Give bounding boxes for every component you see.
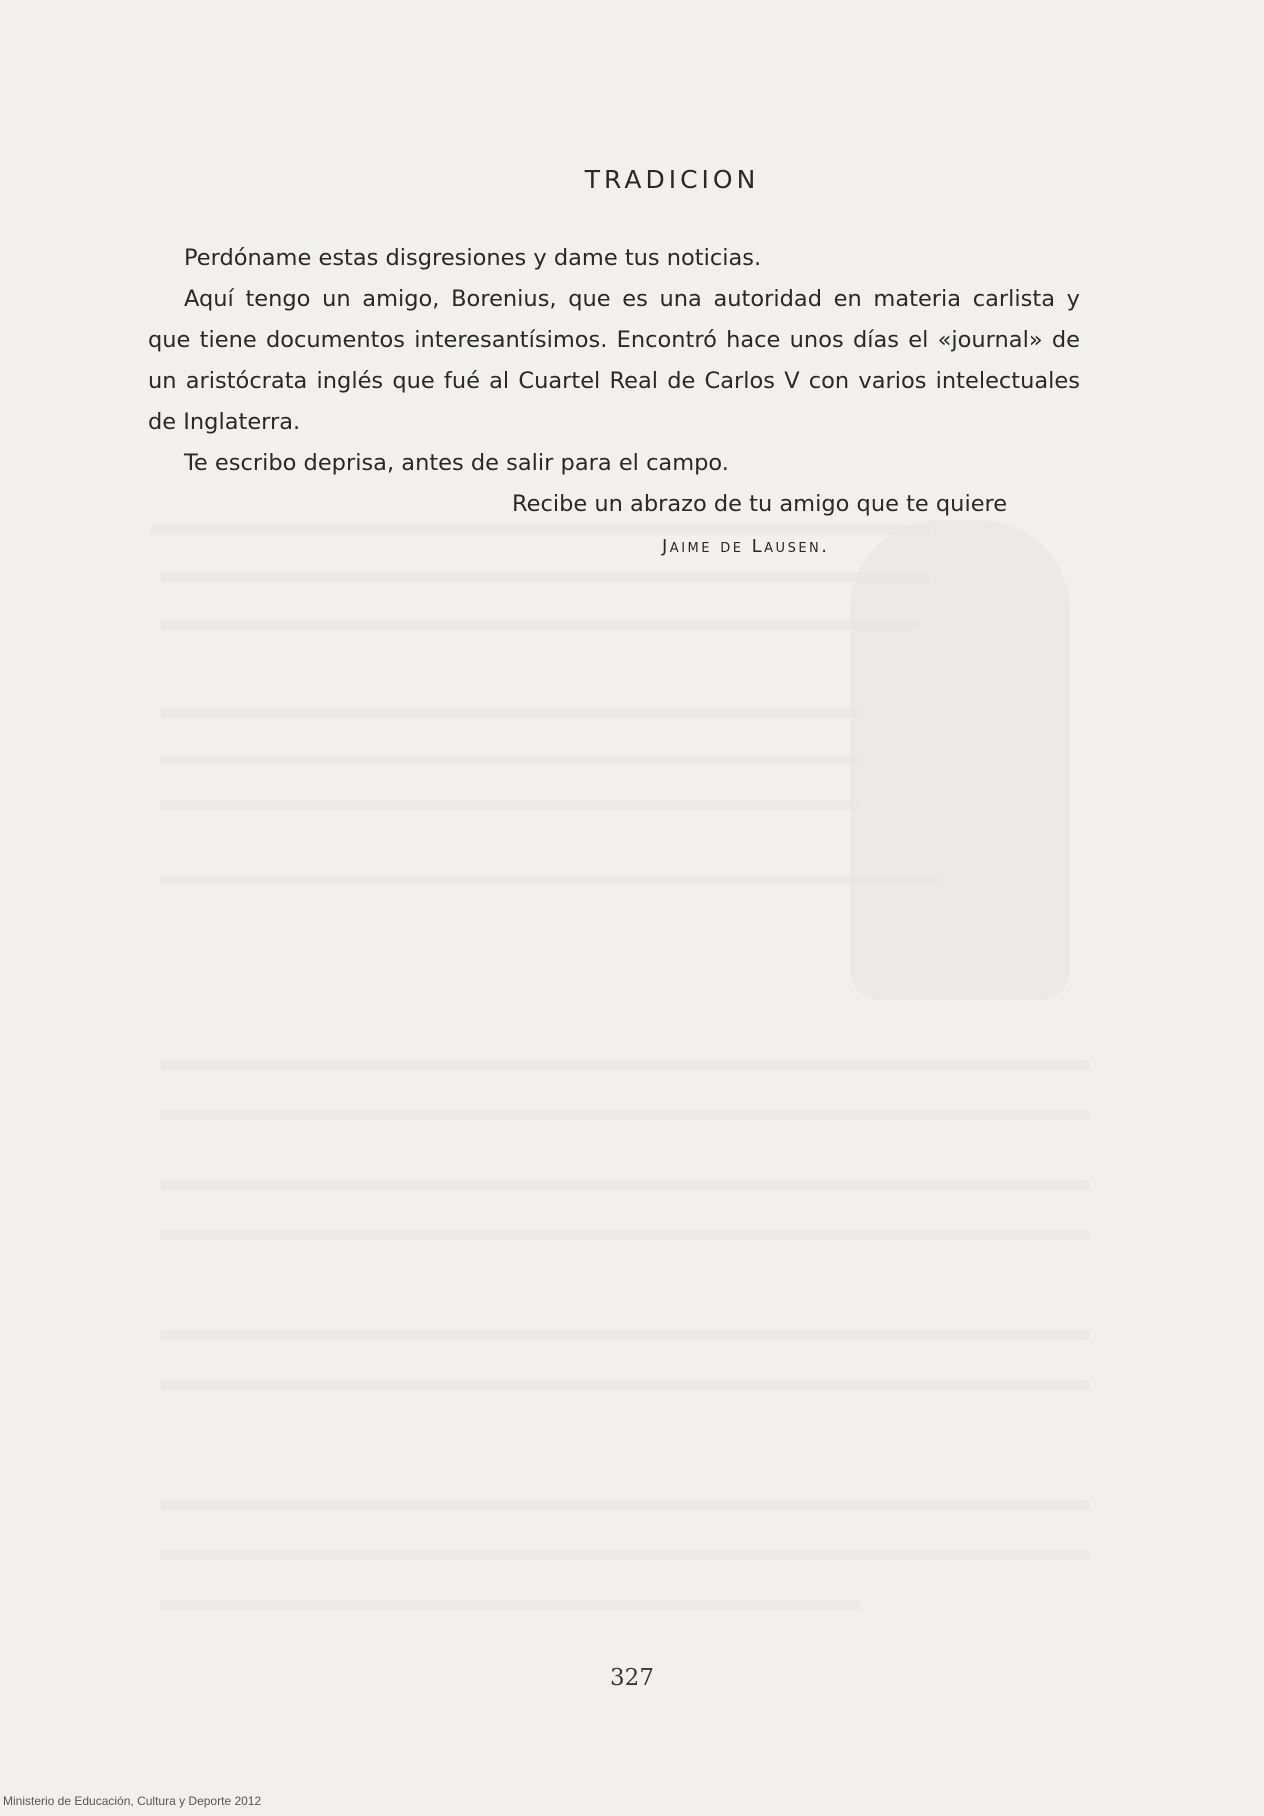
letter-closing: Recibe un abrazo de tu amigo que te quiere bbox=[512, 491, 1008, 517]
running-header: TRADICION bbox=[584, 165, 760, 194]
text-line: Aquí tengo un amigo, Borenius, que es una autoridad en materia carlista y bbox=[184, 286, 1080, 312]
bleed-through-figure bbox=[850, 520, 1070, 1000]
letter-signature: Jaime de Lausen. bbox=[662, 536, 830, 557]
bleed-through-line bbox=[150, 525, 930, 535]
bleed-through-line bbox=[160, 1330, 1090, 1340]
paragraph bbox=[148, 443, 1080, 484]
page-number bbox=[0, 1665, 1264, 1691]
bleed-through-line bbox=[160, 1600, 860, 1610]
text-line: Te escribo deprisa, antes de salir para el campo. bbox=[184, 450, 729, 476]
bleed-through-line bbox=[160, 1060, 1090, 1070]
bleed-through-line bbox=[160, 755, 860, 765]
bleed-through-line bbox=[160, 572, 930, 582]
footer-credit: Ministerio de Educación, Cultura y Deporte 2012 bbox=[3, 1794, 262, 1808]
text-line: un aristócrata inglés que fué al Cuartel Real de Carlos V con varios intelectuales bbox=[148, 368, 1080, 394]
bleed-through-line bbox=[160, 875, 940, 885]
bleed-through-line bbox=[160, 1550, 1090, 1560]
text-line: que tiene documentos interesantísimos. Encontró hace unos días el «journal» de bbox=[148, 327, 1080, 353]
letter-body bbox=[148, 238, 1080, 484]
bleed-through-line bbox=[160, 1230, 1090, 1240]
bleed-through-line bbox=[160, 1500, 1090, 1510]
bleed-through-line bbox=[160, 1180, 1090, 1190]
bleed-through-line bbox=[160, 800, 860, 810]
bleed-through-line bbox=[160, 1110, 1090, 1120]
text-line: de Inglaterra. bbox=[148, 409, 301, 435]
paragraph bbox=[148, 238, 1080, 279]
bleed-through-line bbox=[160, 1380, 1090, 1390]
paragraph bbox=[148, 279, 1080, 443]
page-number-text: 327 bbox=[610, 1665, 654, 1691]
text-line: Perdóname estas disgresiones y dame tus noticias. bbox=[184, 245, 762, 271]
bleed-through-line bbox=[160, 708, 860, 718]
bleed-through-line bbox=[160, 620, 920, 630]
